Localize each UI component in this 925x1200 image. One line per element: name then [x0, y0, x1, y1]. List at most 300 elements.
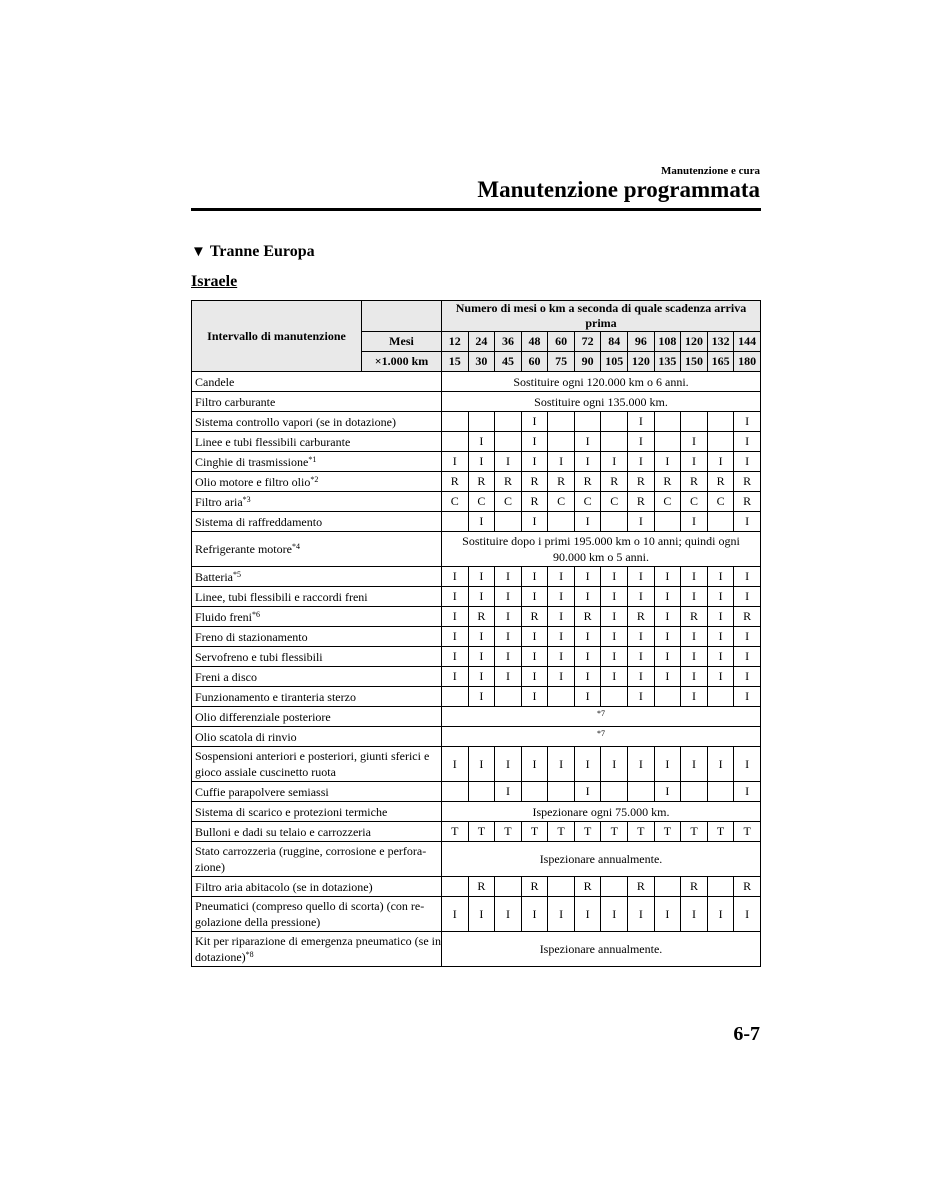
schedule-cell: I: [495, 647, 522, 667]
schedule-cell: I: [548, 897, 575, 932]
schedule-cell: I: [495, 627, 522, 647]
schedule-cell: I: [707, 897, 734, 932]
schedule-cell: I: [574, 747, 601, 782]
months-label: Mesi: [362, 332, 442, 352]
schedule-cell: I: [707, 607, 734, 627]
schedule-cell: [601, 877, 628, 897]
schedule-cell: I: [521, 627, 548, 647]
item-label-cell: [192, 897, 442, 932]
footnote-ref: *4: [291, 542, 300, 551]
schedule-cell: [468, 412, 495, 432]
schedule-cell: I: [681, 587, 708, 607]
table-row: [192, 727, 761, 747]
footnote-ref: *6: [252, 609, 260, 619]
schedule-cell: T: [521, 822, 548, 842]
schedule-cell: I: [495, 747, 522, 782]
schedule-cell: I: [601, 452, 628, 472]
schedule-cell: I: [468, 587, 495, 607]
km-value: 15: [442, 352, 469, 372]
schedule-cell: R: [468, 877, 495, 897]
item-label-cell: [192, 607, 442, 627]
schedule-cell: [548, 782, 575, 802]
section-heading: [191, 243, 315, 261]
item-label: Olio motore e filtro olio: [195, 474, 311, 489]
item-label-cell: [192, 372, 442, 392]
schedule-cell: I: [468, 687, 495, 707]
km-value: 165: [707, 352, 734, 372]
running-header: Manutenzione e cura: [661, 165, 760, 177]
item-label-cell: [192, 452, 442, 472]
schedule-cell: I: [548, 452, 575, 472]
schedule-cell: I: [495, 452, 522, 472]
schedule-cell: I: [654, 647, 681, 667]
schedule-cell: R: [628, 607, 655, 627]
schedule-cell: I: [601, 567, 628, 587]
schedule-cell: [654, 512, 681, 532]
months-value: 36: [495, 332, 522, 352]
schedule-cell: [681, 412, 708, 432]
schedule-cell: I: [628, 567, 655, 587]
schedule-cell: I: [442, 587, 469, 607]
schedule-cell: I: [574, 897, 601, 932]
schedule-cell: R: [734, 472, 761, 492]
km-value: 135: [654, 352, 681, 372]
item-label-cell: [192, 512, 442, 532]
schedule-cell: I: [574, 782, 601, 802]
schedule-cell: I: [574, 432, 601, 452]
schedule-cell: [601, 412, 628, 432]
schedule-cell: [495, 877, 522, 897]
schedule-cell: I: [681, 687, 708, 707]
item-label: Fluido freni: [195, 609, 252, 624]
schedule-cell: I: [707, 567, 734, 587]
schedule-cell: [468, 782, 495, 802]
schedule-cell: I: [628, 587, 655, 607]
schedule-cell: T: [574, 822, 601, 842]
schedule-cell: R: [601, 472, 628, 492]
schedule-note: Sostituire ogni 120.000 km o 6 anni.: [442, 372, 761, 392]
schedule-cell: I: [521, 512, 548, 532]
item-label: Servofreno e tubi flessibili: [195, 649, 323, 664]
schedule-cell: I: [442, 452, 469, 472]
schedule-cell: [521, 782, 548, 802]
item-label: Funzionamento e tiranteria sterzo: [195, 689, 356, 704]
schedule-cell: I: [628, 512, 655, 532]
schedule-cell: [442, 432, 469, 452]
schedule-cell: I: [521, 667, 548, 687]
schedule-cell: I: [468, 897, 495, 932]
table-row: [192, 842, 761, 877]
schedule-cell: I: [521, 412, 548, 432]
schedule-cell: C: [707, 492, 734, 512]
footnote-ref: *2: [310, 474, 319, 484]
km-value: 120: [628, 352, 655, 372]
subsection-heading: Israele: [191, 273, 238, 290]
schedule-cell: R: [521, 607, 548, 627]
schedule-cell: I: [468, 432, 495, 452]
schedule-cell: I: [521, 452, 548, 472]
schedule-cell: I: [468, 647, 495, 667]
schedule-cell: I: [468, 567, 495, 587]
months-value: 60: [548, 332, 575, 352]
table-row: [192, 372, 761, 392]
schedule-cell: I: [521, 647, 548, 667]
schedule-cell: I: [601, 627, 628, 647]
item-label: Pneumatici (compreso quello di scorta) (con re-golazione della pressione): [195, 899, 425, 929]
schedule-cell: I: [654, 747, 681, 782]
schedule-cell: I: [548, 747, 575, 782]
schedule-cell: [442, 782, 469, 802]
item-label: Freno di stazionamento: [195, 629, 308, 644]
schedule-cell: [601, 687, 628, 707]
schedule-cell: I: [628, 667, 655, 687]
schedule-cell: I: [707, 647, 734, 667]
footnote-ref: *7: [597, 709, 605, 718]
schedule-cell: I: [495, 567, 522, 587]
schedule-cell: R: [574, 472, 601, 492]
item-label: Linee, tubi flessibili e raccordi freni: [195, 589, 368, 604]
table-row: [192, 822, 761, 842]
schedule-cell: I: [574, 687, 601, 707]
schedule-cell: I: [442, 647, 469, 667]
schedule-cell: [707, 512, 734, 532]
schedule-cell: [495, 432, 522, 452]
km-value: 75: [548, 352, 575, 372]
schedule-cell: R: [654, 472, 681, 492]
footnote-ref: *3: [242, 494, 251, 504]
item-label-cell: [192, 687, 442, 707]
schedule-cell: R: [442, 472, 469, 492]
schedule-cell: I: [442, 627, 469, 647]
schedule-note: [442, 727, 761, 747]
schedule-cell: I: [495, 667, 522, 687]
months-value: 120: [681, 332, 708, 352]
header-interval-label: Intervallo di manutenzione: [192, 301, 362, 372]
table-row: [192, 512, 761, 532]
schedule-cell: [601, 432, 628, 452]
schedule-note: Ispezionare annualmente.: [442, 842, 761, 877]
schedule-cell: R: [628, 472, 655, 492]
schedule-cell: I: [574, 667, 601, 687]
schedule-cell: I: [707, 587, 734, 607]
schedule-cell: I: [548, 667, 575, 687]
schedule-cell: R: [734, 877, 761, 897]
schedule-cell: I: [628, 747, 655, 782]
table-row: [192, 687, 761, 707]
schedule-cell: I: [654, 782, 681, 802]
schedule-cell: R: [574, 607, 601, 627]
months-value: 108: [654, 332, 681, 352]
schedule-cell: T: [468, 822, 495, 842]
item-label-cell: [192, 587, 442, 607]
item-label-cell: [192, 842, 442, 877]
schedule-cell: C: [495, 492, 522, 512]
schedule-cell: I: [548, 607, 575, 627]
schedule-cell: I: [628, 627, 655, 647]
schedule-cell: I: [521, 687, 548, 707]
table-body: [192, 372, 761, 967]
schedule-cell: I: [521, 747, 548, 782]
schedule-cell: I: [468, 452, 495, 472]
item-label-cell: [192, 932, 442, 967]
item-label-cell: [192, 747, 442, 782]
footnote-ref: *7: [597, 729, 605, 738]
schedule-cell: I: [601, 667, 628, 687]
schedule-cell: C: [654, 492, 681, 512]
schedule-cell: T: [628, 822, 655, 842]
table-row: [192, 452, 761, 472]
schedule-cell: R: [628, 877, 655, 897]
item-label: Sistema di raffreddamento: [195, 514, 323, 529]
item-label-cell: [192, 802, 442, 822]
item-label-cell: [192, 822, 442, 842]
schedule-cell: [442, 877, 469, 897]
schedule-cell: I: [654, 607, 681, 627]
schedule-cell: I: [628, 452, 655, 472]
item-label: Filtro aria abitacolo (se in dotazione): [195, 879, 373, 894]
item-label: Sistema controllo vapori (se in dotazione): [195, 414, 396, 429]
schedule-cell: R: [521, 472, 548, 492]
km-label: ×1.000 km: [362, 352, 442, 372]
months-value: 84: [601, 332, 628, 352]
schedule-cell: I: [654, 627, 681, 647]
months-value: 24: [468, 332, 495, 352]
item-label-cell: [192, 392, 442, 412]
schedule-cell: I: [574, 647, 601, 667]
table-row: [192, 607, 761, 627]
schedule-cell: [601, 512, 628, 532]
table-row: [192, 877, 761, 897]
table-row: [192, 782, 761, 802]
schedule-cell: I: [707, 452, 734, 472]
months-value: 48: [521, 332, 548, 352]
schedule-cell: I: [654, 567, 681, 587]
schedule-cell: [681, 782, 708, 802]
months-value: 72: [574, 332, 601, 352]
item-label: Linee e tubi flessibili carburante: [195, 434, 351, 449]
schedule-cell: I: [601, 607, 628, 627]
schedule-cell: I: [681, 747, 708, 782]
schedule-cell: I: [734, 627, 761, 647]
item-label: Candele: [195, 374, 235, 389]
schedule-cell: [654, 412, 681, 432]
schedule-cell: R: [468, 607, 495, 627]
table-row: [192, 627, 761, 647]
schedule-cell: I: [734, 782, 761, 802]
schedule-cell: [548, 412, 575, 432]
schedule-cell: [442, 687, 469, 707]
schedule-cell: [442, 512, 469, 532]
schedule-cell: I: [654, 667, 681, 687]
schedule-cell: I: [442, 747, 469, 782]
schedule-cell: I: [681, 897, 708, 932]
table-row: [192, 647, 761, 667]
km-value: 150: [681, 352, 708, 372]
schedule-cell: T: [601, 822, 628, 842]
item-label-cell: [192, 472, 442, 492]
schedule-cell: I: [442, 567, 469, 587]
schedule-cell: [654, 687, 681, 707]
schedule-cell: [707, 877, 734, 897]
schedule-cell: I: [601, 647, 628, 667]
footnote-ref: *8: [245, 950, 254, 959]
footnote-ref: *1: [308, 454, 317, 464]
schedule-cell: I: [548, 567, 575, 587]
schedule-cell: R: [468, 472, 495, 492]
item-label-cell: [192, 877, 442, 897]
item-label-cell: [192, 647, 442, 667]
schedule-cell: I: [707, 627, 734, 647]
schedule-cell: I: [681, 432, 708, 452]
km-value: 180: [734, 352, 761, 372]
schedule-cell: T: [442, 822, 469, 842]
schedule-cell: T: [495, 822, 522, 842]
item-label: Filtro aria: [195, 494, 243, 509]
schedule-cell: R: [681, 472, 708, 492]
item-label-cell: [192, 492, 442, 512]
schedule-cell: I: [628, 687, 655, 707]
table-row: [192, 492, 761, 512]
schedule-cell: I: [628, 412, 655, 432]
schedule-cell: C: [574, 492, 601, 512]
km-value: 30: [468, 352, 495, 372]
item-label-cell: [192, 707, 442, 727]
schedule-cell: I: [601, 747, 628, 782]
item-label-cell: [192, 567, 442, 587]
schedule-cell: I: [734, 747, 761, 782]
schedule-cell: I: [468, 627, 495, 647]
months-value: 12: [442, 332, 469, 352]
months-value: 96: [628, 332, 655, 352]
item-label: Sistema di scarico e protezioni termiche: [195, 804, 388, 819]
schedule-cell: [707, 432, 734, 452]
schedule-cell: I: [442, 667, 469, 687]
schedule-cell: I: [628, 647, 655, 667]
schedule-cell: [548, 687, 575, 707]
schedule-cell: I: [734, 687, 761, 707]
schedule-cell: R: [521, 492, 548, 512]
schedule-cell: T: [548, 822, 575, 842]
schedule-cell: I: [681, 627, 708, 647]
item-label-cell: [192, 432, 442, 452]
header-rule: [191, 208, 761, 211]
table-row: [192, 667, 761, 687]
km-value: 105: [601, 352, 628, 372]
item-label: Filtro carburante: [195, 394, 276, 409]
schedule-cell: I: [495, 782, 522, 802]
months-value: 144: [734, 332, 761, 352]
item-label-cell: [192, 782, 442, 802]
schedule-cell: I: [442, 897, 469, 932]
schedule-cell: I: [468, 512, 495, 532]
schedule-cell: I: [442, 607, 469, 627]
schedule-cell: R: [734, 492, 761, 512]
schedule-cell: I: [521, 567, 548, 587]
schedule-cell: I: [681, 567, 708, 587]
km-value: 90: [574, 352, 601, 372]
schedule-cell: [628, 782, 655, 802]
table-row: [192, 412, 761, 432]
table-row: [192, 567, 761, 587]
schedule-cell: I: [574, 452, 601, 472]
schedule-cell: I: [574, 627, 601, 647]
item-label-cell: [192, 412, 442, 432]
header-span-label: Numero di mesi o km a seconda di quale scadenza arriva prima: [442, 301, 761, 332]
section-title: Tranne Europa: [209, 243, 315, 260]
schedule-cell: C: [601, 492, 628, 512]
table-row: [192, 802, 761, 822]
item-label: Kit per riparazione di emergenza pneumatico (se in dotazione): [195, 934, 442, 964]
schedule-cell: I: [495, 607, 522, 627]
schedule-cell: I: [628, 432, 655, 452]
schedule-cell: I: [654, 452, 681, 472]
item-label: Cuffie parapolvere semiassi: [195, 784, 329, 799]
schedule-cell: I: [548, 587, 575, 607]
footnote-ref: *5: [232, 569, 241, 579]
schedule-cell: I: [707, 747, 734, 782]
schedule-cell: I: [468, 667, 495, 687]
item-label: Bulloni e dadi su telaio e carrozzeria: [195, 824, 371, 839]
maintenance-schedule-table: [191, 300, 761, 967]
table-row: [192, 932, 761, 967]
item-label: Olio scatola di rinvio: [195, 729, 297, 744]
schedule-cell: I: [574, 512, 601, 532]
schedule-cell: R: [628, 492, 655, 512]
item-label: Sospensioni anteriori e posteriori, giunti sferici e gioco assiale cuscinetto ruota: [195, 749, 430, 779]
km-value: 45: [495, 352, 522, 372]
triangle-down-icon: ▼: [191, 244, 206, 260]
schedule-cell: I: [601, 587, 628, 607]
table-row: [192, 587, 761, 607]
schedule-cell: [548, 512, 575, 532]
item-label: Freni a disco: [195, 669, 257, 684]
schedule-cell: [495, 412, 522, 432]
item-label: Cinghie di trasmissione: [195, 454, 309, 469]
schedule-cell: [601, 782, 628, 802]
schedule-cell: R: [681, 877, 708, 897]
table-header: [192, 301, 761, 372]
schedule-cell: T: [681, 822, 708, 842]
table-row: [192, 532, 761, 567]
schedule-cell: I: [574, 567, 601, 587]
schedule-cell: I: [521, 587, 548, 607]
schedule-note: Sostituire ogni 135.000 km.: [442, 392, 761, 412]
schedule-cell: [707, 782, 734, 802]
schedule-cell: T: [654, 822, 681, 842]
table-row: [192, 392, 761, 412]
schedule-cell: I: [548, 647, 575, 667]
schedule-cell: I: [681, 452, 708, 472]
schedule-cell: I: [654, 587, 681, 607]
page-title: Manutenzione programmata: [477, 177, 760, 202]
schedule-cell: R: [574, 877, 601, 897]
schedule-cell: I: [734, 412, 761, 432]
schedule-cell: I: [734, 452, 761, 472]
schedule-cell: I: [734, 587, 761, 607]
schedule-cell: [495, 512, 522, 532]
table-row: [192, 747, 761, 782]
schedule-cell: [707, 412, 734, 432]
schedule-cell: I: [495, 587, 522, 607]
schedule-cell: I: [495, 897, 522, 932]
months-value: 132: [707, 332, 734, 352]
schedule-cell: R: [734, 607, 761, 627]
schedule-cell: R: [681, 607, 708, 627]
item-label: Refrigerante motore: [195, 542, 292, 556]
schedule-note: Ispezionare annualmente.: [442, 932, 761, 967]
schedule-cell: [495, 687, 522, 707]
schedule-cell: R: [707, 472, 734, 492]
